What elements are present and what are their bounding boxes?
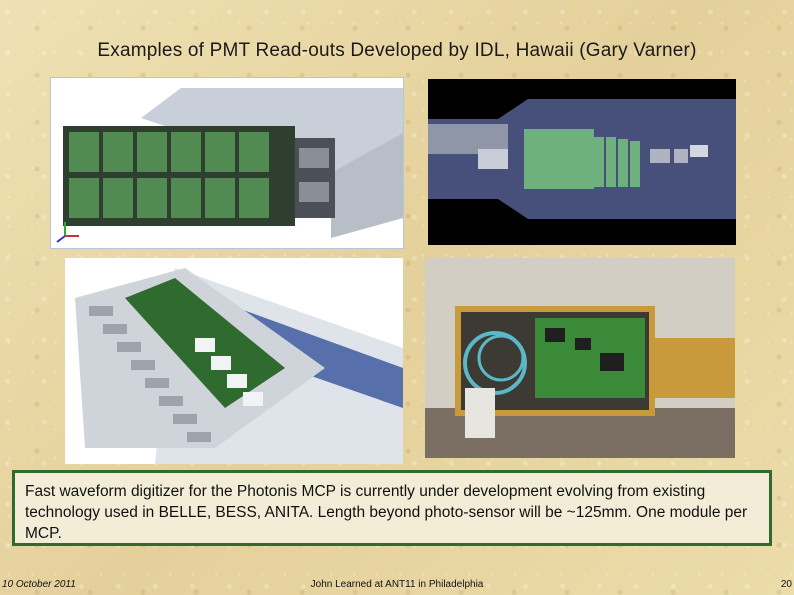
cad-readout-model-top-left [50,77,404,249]
caption-box [12,470,772,546]
footer-date: 10 October 2011 [2,579,76,590]
cad-readout-model-top-right [428,79,736,245]
caption-text: Fast waveform digitizer for the Photonis MCP is currently under development evolving from existing technology used in BELLE, BESS, ANITA. Length beyond photo-sensor will be ~125mm. One module per MCP. [25,483,748,542]
footer-center: John Learned at ANT11 in Philadelphia [310,579,484,590]
photo-readout-prototype-bottom-right [425,258,735,458]
cad-readout-model-bottom-left [65,258,403,464]
slide-title: Examples of PMT Read-outs Developed by IDL, Hawaii (Gary Varner) [97,40,697,61]
page-number: 20 [780,579,792,590]
